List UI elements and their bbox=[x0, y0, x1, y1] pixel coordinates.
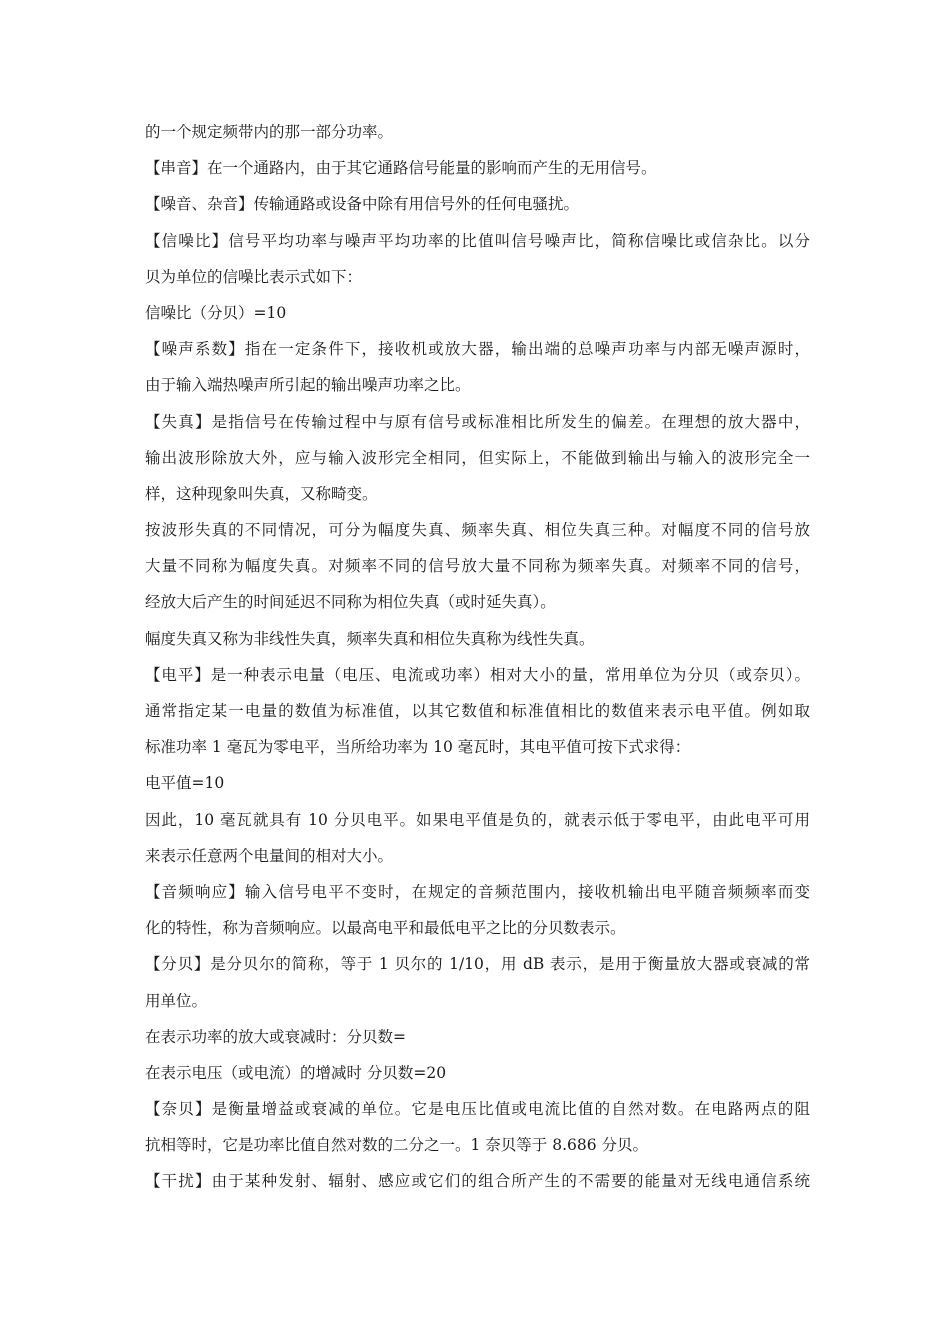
document-body bbox=[145, 119, 810, 1205]
text-line: 标准功率 1 毫瓦为零电平，当所给功率为 10 毫瓦时，其电平值可按下式求得： bbox=[145, 738, 691, 757]
text-line: 来表示任意两个电量间的相对大小。 bbox=[145, 846, 394, 865]
text-line: 【失真】是指信号在传输过程中与原有信号或标准相比所发生的偏差。在理想的放大器中， bbox=[145, 412, 810, 431]
text-line: 大量不同称为幅度失真。对频率不同的信号放大量不同称为频率失真。对频率不同的信号， bbox=[145, 557, 810, 576]
text-line: 抗相等时，它是功率比值自然对数的二分之一。1 奈贝等于 8.686 分贝。 bbox=[145, 1136, 649, 1155]
formula-line: 在表示功率的放大或衰减时：分贝数= bbox=[145, 1027, 406, 1046]
text-line: 【串音】在一个通路内，由于其它通路信号能量的影响而产生的无用信号。 bbox=[145, 159, 657, 178]
text-line: 【音频响应】输入信号电平不变时，在规定的音频范围内，接收机输出电平随音频频率而变 bbox=[145, 882, 810, 901]
text-line: 【干扰】由于某种发射、辐射、感应或它们的组合所产生的不需要的能量对无线电通信系统 bbox=[145, 1172, 810, 1191]
text-line: 【噪音、杂音】传输通路或设备中除有用信号外的任何电骚扰。 bbox=[145, 195, 580, 214]
text-line: 【信噪比】信号平均功率与噪声平均功率的比值叫信号噪声比，简称信噪比或信杂比。以分 bbox=[145, 231, 810, 250]
text-line: 输出波形除放大外，应与输入波形完全相同，但实际上，不能做到输出与输入的波形完全一 bbox=[145, 448, 810, 467]
text-line: 通常指定某一电量的数值为标准值，以其它数值和标准值相比的数值来表示电平值。例如取 bbox=[145, 702, 810, 720]
formula-line: 电平值=10 bbox=[145, 774, 225, 793]
text-line: 经放大后产生的时间延迟不同称为相位失真（或时延失真）。 bbox=[145, 593, 556, 612]
text-line: 由于输入端热噪声所引起的输出噪声功率之比。 bbox=[145, 376, 471, 395]
formula-line: 在表示电压（或电流）的增减时 分贝数=20 bbox=[145, 1063, 447, 1082]
text-line: 【分贝】是分贝尔的简称，等于 1 贝尔的 1/10，用 dB 表示，是用于衡量放大器或衰减的常 bbox=[145, 955, 810, 974]
text-line: 【奈贝】是衡量增益或衰减的单位。它是电压比值或电流比值的自然对数。在电路两点的阻 bbox=[145, 1100, 810, 1119]
text-line: 【噪声系数】指在一定条件下，接收机或放大器，输出端的总噪声功率与内部无噪声源时， bbox=[145, 340, 810, 359]
text-line: 因此，10 毫瓦就具有 10 分贝电平。如果电平值是负的，就表示低于零电平，由此电平可用 bbox=[145, 810, 810, 829]
text-line: 的一个规定频带内的那一部分功率。 bbox=[145, 123, 394, 141]
text-line: 【电平】是一种表示电量（电压、电流或功率）相对大小的量，常用单位为分贝（或奈贝）。 bbox=[145, 665, 810, 684]
formula-line: 信噪比（分贝）=10 bbox=[145, 303, 287, 322]
text-line: 按波形失真的不同情况，可分为幅度失真、频率失真、相位失真三种。对幅度不同的信号放 bbox=[145, 521, 810, 540]
text-line: 贝为单位的信噪比表示式如下： bbox=[145, 267, 363, 286]
text-line: 化的特性，称为音频响应。以最高电平和最低电平之比的分贝数表示。 bbox=[145, 919, 626, 938]
text-line: 样，这种现象叫失真，又称畸变。 bbox=[145, 484, 378, 503]
text-line: 幅度失真又称为非线性失真，频率失真和相位失真称为线性失真。 bbox=[145, 629, 595, 648]
text-line: 用单位。 bbox=[145, 991, 208, 1010]
